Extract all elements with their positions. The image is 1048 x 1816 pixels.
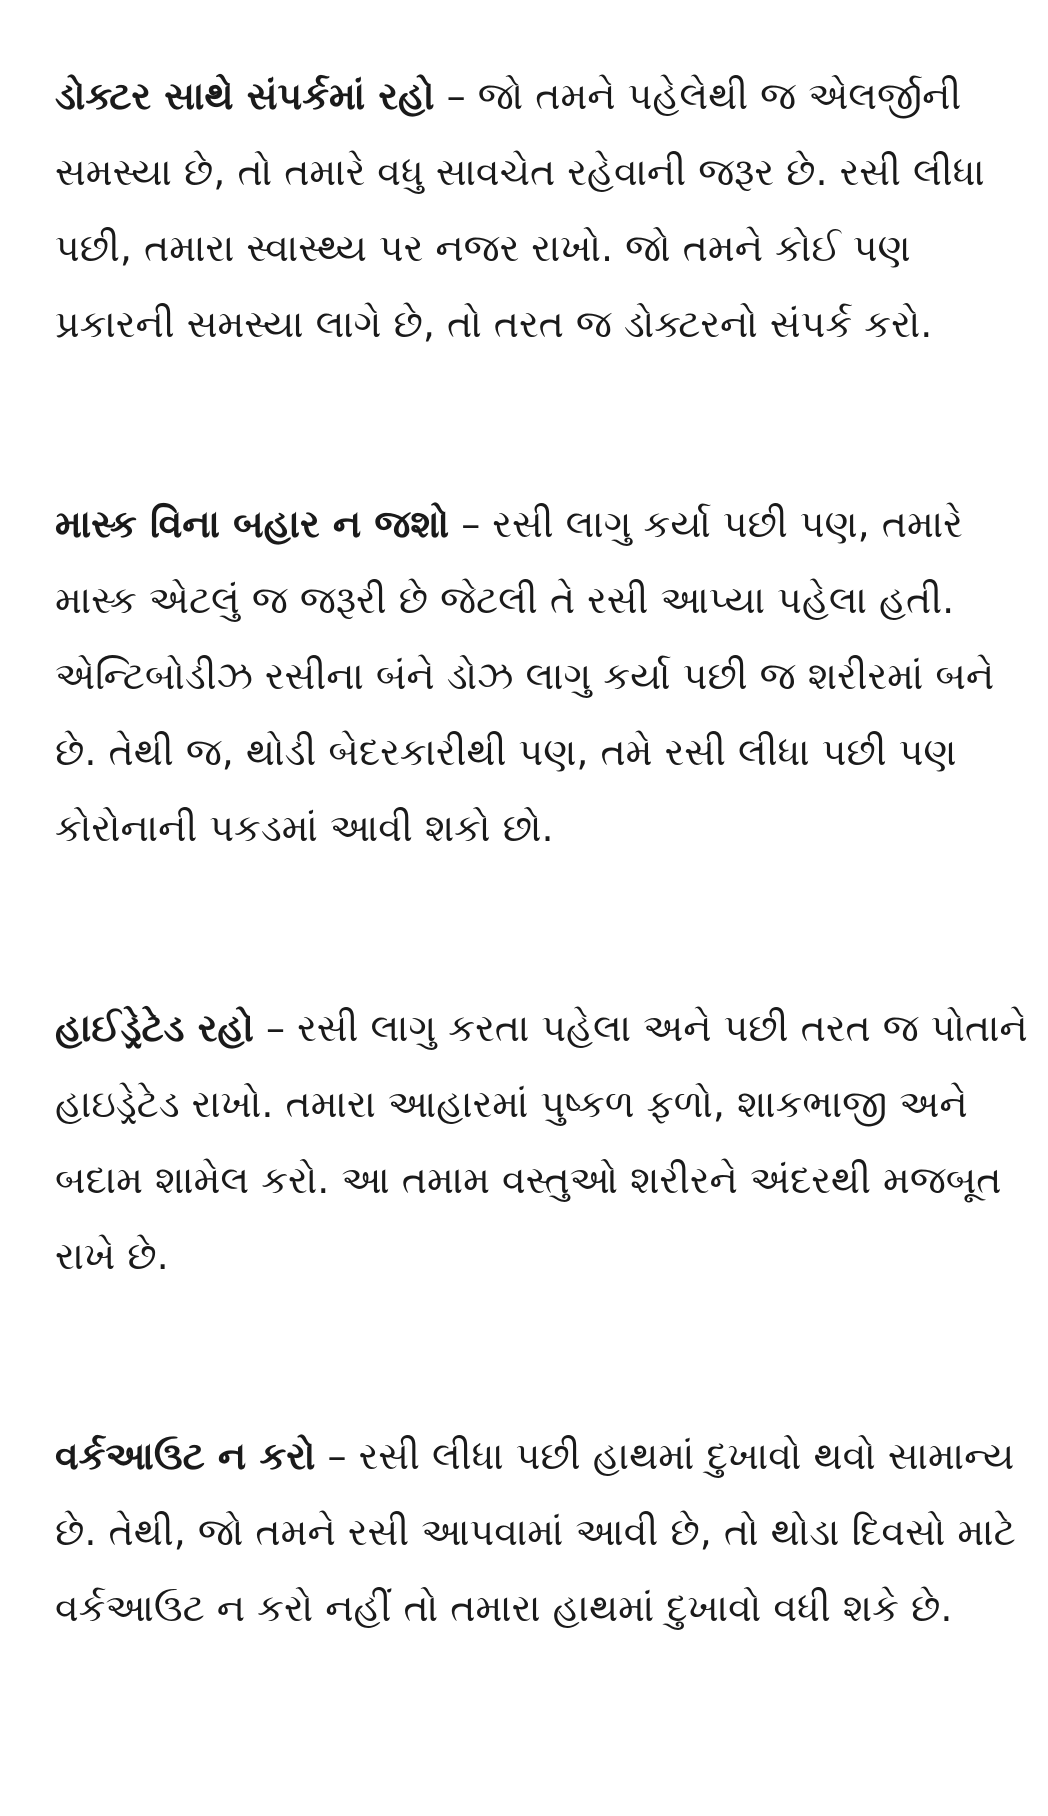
paragraph-heading: વર્કઆઉટ ન કરો (55, 1434, 316, 1478)
paragraph-heading: માસ્ક વિના બહાર ન જશો (55, 502, 450, 546)
paragraph-heading: હાઈડ્રેટેડ રહો (55, 1006, 254, 1050)
paragraph-body: રસી લાગુ કર્યા પછી પણ, તમારે માસ્ક એટલું જ જરૂરી છે જેટલી તે રસી આપ્યા પહેલા હતી. એન્ટિબોડીઝ રસીના બંને ડોઝ લાગુ કર્યા પછી જ શરીરમાં બને છે. તેથી જ, થોડી બેદરકારીથી પણ, તમે રસી લીધા પછી પણ કોરોનાની પકડમાં આવી શકો છો. (55, 502, 995, 850)
paragraph-body: રસી લાગુ કરતા પહેલા અને પછી તરત જ પોતાને હાઇડ્રેટેડ રાખો. તમારા આહારમાં પુષ્કળ ફળો, શાકભાજી અને બદામ શામેલ કરો. આ તમામ વસ્તુઓ શરીરને અંદરથી મજબૂત રાખે છે. (55, 1006, 1028, 1278)
paragraph-body: જો તમને પહેલેથી જ એલર્જીની સમસ્યા છે, તો તમારે વધુ સાવચેત રહેવાની જરૂર છે. રસી લીધા પછી, તમારા સ્વાસ્થ્ય પર નજર રાખો. જો તમને કોઈ પણ પ્રકારની સમસ્યા લાગે છે, તો તરત જ ડોક્ટરનો સંપર્ક કરો. (55, 74, 985, 346)
paragraph-workout (55, 1418, 1030, 1646)
heading-separator: – (449, 502, 493, 546)
paragraph-mask (55, 486, 1030, 866)
heading-separator: – (315, 1434, 359, 1478)
heading-separator: – (434, 74, 478, 118)
heading-separator: – (253, 1006, 298, 1050)
paragraph-heading: ડોક્ટર સાથે સંપર્કમાં રહો (55, 74, 435, 118)
paragraph-doctor-contact (55, 58, 1030, 362)
paragraph-body: રસી લીધા પછી હાથમાં દુખાવો થવો સામાન્ય છે. તેથી, જો તમને રસી આપવામાં આવી છે, તો થોડા દિવસો માટે વર્કઆઉટ ન કરો નહીં તો તમારા હાથમાં દુખાવો વધી શકે છે. (55, 1434, 1016, 1630)
paragraph-hydrated (55, 990, 1030, 1294)
article (55, 58, 1030, 1646)
